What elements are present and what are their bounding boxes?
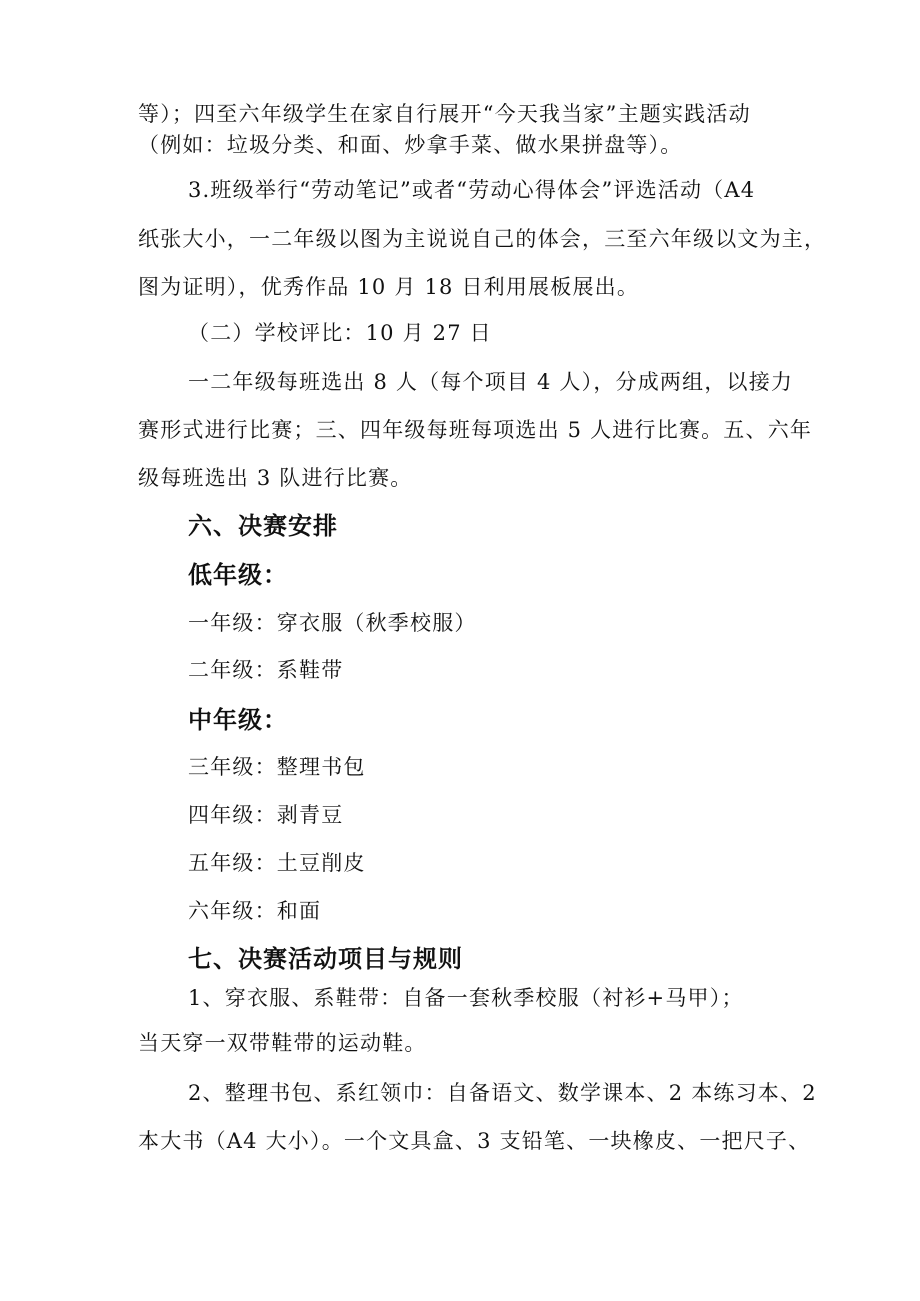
paragraph-line: 3.班级举行“劳动笔记”或者“劳动心得体会”评选活动（A4	[188, 178, 756, 202]
paragraph-line: 1、穿衣服、系鞋带：自备一套秋季校服（衬衫+马甲）；	[188, 986, 744, 1010]
list-item: 四年级：剥青豆	[188, 803, 344, 827]
subheading-middle-grades: 中年级：	[188, 706, 288, 734]
subheading-lower-grades: 低年级：	[188, 561, 288, 589]
paragraph-line: 当天穿一双带鞋带的运动鞋。	[138, 1031, 427, 1055]
list-item: 五年级：土豆削皮	[188, 851, 366, 875]
paragraph-line: 纸张大小，一二年级以图为主说说自己的体会，三至六年级以文为主，	[138, 227, 827, 251]
paragraph-line: 赛形式进行比赛；三、四年级每班每项选出 5 人进行比赛。五、六年	[138, 418, 813, 442]
paragraph-line: 等）；四至六年级学生在家自行展开“今天我当家”主题实践活动	[138, 102, 751, 126]
section-heading-finals: 六、决赛安排	[188, 512, 338, 540]
paragraph-line: 图为证明），优秀作品 10 月 18 日利用展板展出。	[138, 275, 640, 299]
paragraph-line: 本大书（A4 大小）。一个文具盒、3 支铅笔、一块橡皮、一把尺子、	[138, 1129, 811, 1153]
subheading-school-evaluation: （二）学校评比：10 月 27 日	[188, 321, 492, 345]
list-item: 二年级：系鞋带	[188, 658, 344, 682]
list-item: 六年级：和面	[188, 899, 322, 923]
paragraph-line: 2、整理书包、系红领巾：自备语文、数学课本、2 本练习本、2	[188, 1081, 817, 1105]
section-heading-rules: 七、决赛活动项目与规则	[188, 945, 463, 973]
paragraph-line: 一二年级每班选出 8 人（每个项目 4 人），分成两组，以接力	[188, 370, 794, 394]
list-item: 一年级：穿衣服（秋季校服）	[188, 611, 477, 635]
list-item: 三年级：整理书包	[188, 755, 366, 779]
paragraph-line: 级每班选出 3 队进行比赛。	[138, 466, 413, 490]
paragraph-line: （例如：垃圾分类、和面、炒拿手菜、做水果拼盘等）。	[138, 133, 683, 157]
